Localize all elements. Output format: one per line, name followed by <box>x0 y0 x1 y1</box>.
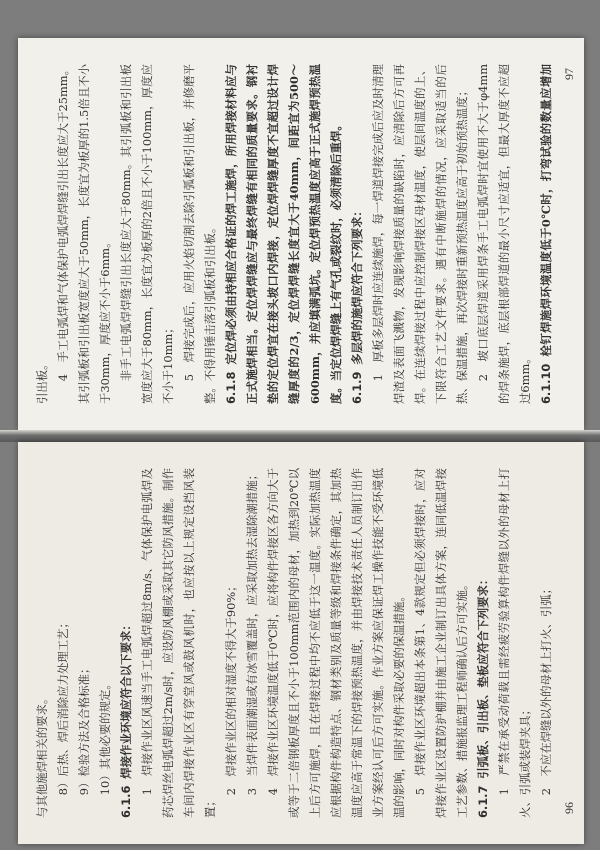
clause-text: 多层焊的施焊应符合下列要求： <box>350 205 364 365</box>
clause-6-1-8 <box>221 64 347 404</box>
page-number: 97 <box>562 68 576 80</box>
clause-text: 焊接作业环境应符合以下要求： <box>119 619 133 779</box>
page-96-text <box>32 468 554 818</box>
clause-text: 引弧板、引出板、垫板应符合下列要求： <box>476 573 490 779</box>
page-96 <box>18 442 584 844</box>
paragraph: 1 厚板多层焊时应连续施焊，每一焊道焊接完成后应及时清理焊渣及表面飞溅物，发现影响焊接质量的缺陷时，应清除后方可再焊。在连续焊接过程中应控制焊接区母材温度，使层间温度的上、下限符合工艺文件要求。遇有中断施焊的情况，应采取适当的后热、保温措施，再次焊接时重新预热温度应高于初始预热温度； <box>371 64 469 404</box>
paragraph: 9）检验方法及合格标准； <box>77 662 91 796</box>
clause-6-1-10 <box>536 64 554 404</box>
page-97-text <box>32 64 554 404</box>
paragraph: 5 焊接作业区环境超出本条第1、4款规定但必须焊接时，应对焊接作业区设置防护棚并由施工企业制订出具体方案，连同低温焊接工艺参数、措施报监理工程师确认后方可实施。 <box>413 468 469 818</box>
clause-6-1-7 <box>473 468 494 818</box>
clause-6-1-6 <box>116 468 137 818</box>
paragraph: 2 坡口底层焊道采用焊条手工电弧焊时宜使用不大于φ4mm的焊条施焊，底层根部焊道的最小尺寸应适宜，但最大厚度不应超过6mm。 <box>476 64 532 404</box>
paragraph: 2 不应在焊缝以外的母材上打火、引弧； <box>539 582 553 796</box>
paragraph: 4 焊接作业区环境温度低于0℃时，应将构件焊接区各方向大于或等于二倍钢板厚度且不小于100mm范围内的母材，加热到20℃以上后方可施焊，且在焊接过程中均不应低于这一温度。实际加热温度应根据构件构造特点、钢材类别及质量等级和焊接条件确定，其加热温度应高于常温下的焊接预热温度，并由焊接技术责任人员制订出作业方案经认可后方可实施。作业方案应保证焊工操作技能不受环境低温的影响，同时对构件采取必要的保温措施。 <box>266 468 406 818</box>
paragraph: 引出板。 <box>35 358 49 404</box>
clause-number: 6.1.10 <box>539 363 553 404</box>
paragraph: 5 焊接完成后，应用火焰切割去除引弧板和引出板，并修磨平整。不得用锤击落引弧板和引出板。 <box>182 64 217 404</box>
clause-text: 定位焊必须由持相应合格证的焊工施焊，所用焊接材料应与正式施焊相当。定位焊焊缝应与最终焊缝有相同的质量要求。钢衬垫的定位焊宜在接头坡口内焊接，定位焊焊缝厚度不宜超过设计焊缝厚度的2/3，定位焊焊缝长度宜大于40mm，间距宜为500～600mm，并应填满弧坑。定位焊预热温度应高于正式施焊预热温度。当定位焊焊缝上有气孔或裂纹时，必须清除后重焊。 <box>224 64 343 404</box>
paragraph: 1 焊接作业区风速当手工电弧焊超过8m/s、气体保护电弧焊及药芯焊丝电弧焊超过2m/s时，应设防风棚或采取其它防风措施。制作车间内焊接作业区有穿堂风或鼓风机时，也应按以上规定设挡风装置； <box>140 468 217 818</box>
page-number: 96 <box>562 802 576 814</box>
paragraph: 8）后热、焊后消除应力处理工艺； <box>56 617 70 796</box>
clause-number: 6.1.8 <box>224 371 238 404</box>
clause-number: 6.1.7 <box>476 785 490 818</box>
clause-text: 栓钉焊施焊环境温度低于0℃时，打弯试验的数量应增加 <box>539 64 553 357</box>
page-96-rotated <box>18 442 584 844</box>
paragraph: 4 手工电弧焊和气体保护电弧焊焊缝引出长度应大于25mm。其引弧板和引出板宽度应大于50mm，长度宜为板厚的1.5倍且不小于30mm，厚度应不小于6mm。 <box>56 64 112 404</box>
page-97 <box>18 38 584 430</box>
paragraph: 2 焊接作业区的相对湿度不得大于90%； <box>224 580 238 796</box>
paragraph: 3 当焊件表面潮湿或有冰雪覆盖时，应采取加热去湿除潮措施； <box>245 469 259 796</box>
clause-number: 6.1.9 <box>350 371 364 404</box>
paragraph: 非手工电弧焊焊缝引出长度应大于80mm。其引弧板和引出板宽度应大于80mm，长度宜为板厚的2倍且不小于100mm，厚度应不小于10mm； <box>119 64 175 404</box>
paragraph: 1 严禁在承受动荷载且需经疲劳验算构件焊缝以外的母材上打火、引弧或装焊夹具； <box>497 468 532 818</box>
clause-number: 6.1.6 <box>119 785 133 818</box>
page-97-rotated <box>18 38 584 430</box>
paragraph: 与其他施焊相关的要求。 <box>35 692 49 818</box>
book-gutter <box>0 430 600 442</box>
paragraph: 10）其他必要的规定。 <box>98 678 112 796</box>
clause-6-1-9 <box>347 64 368 404</box>
